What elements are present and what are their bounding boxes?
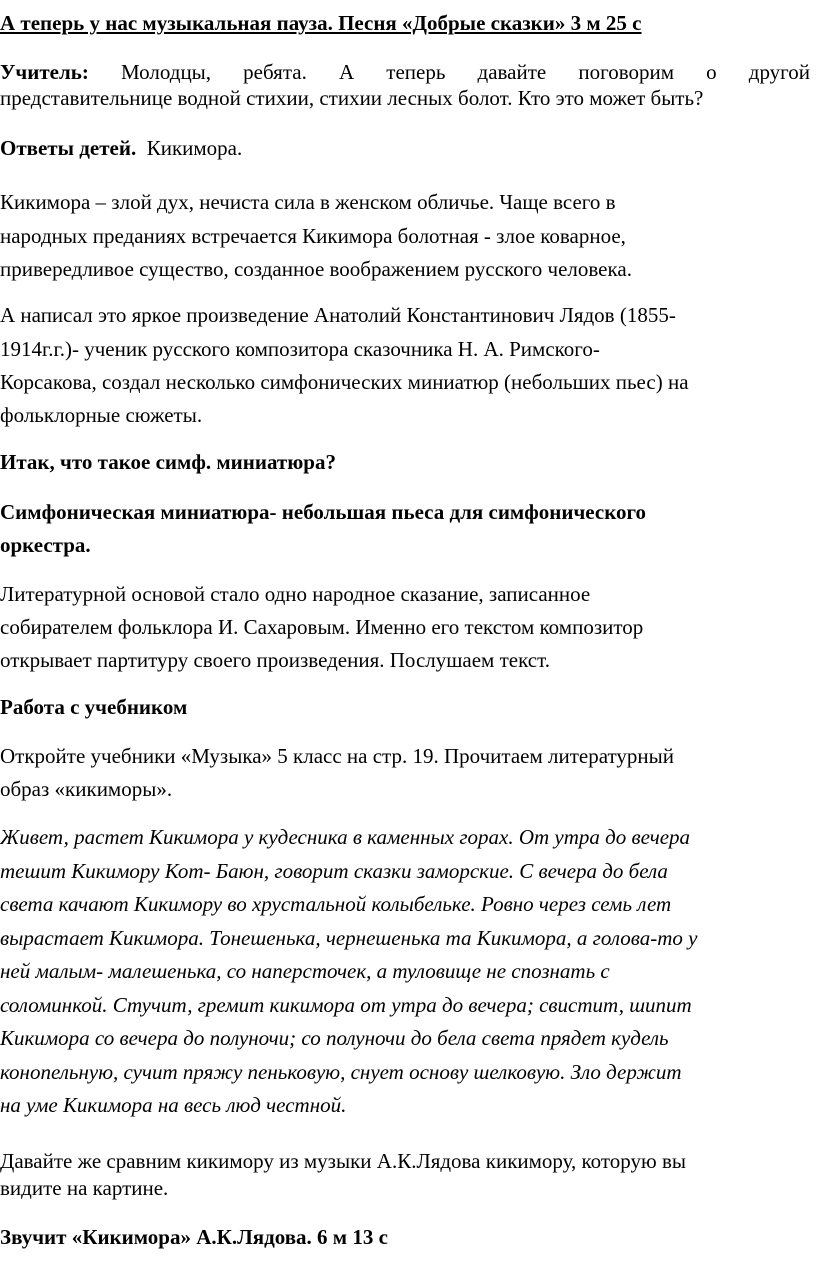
question-heading: Итак, что такое симф. миниатюра?: [0, 450, 336, 474]
pause-heading: А теперь у нас музыкальная пауза. Песня «Добрые сказки» 3 м 25 с: [0, 11, 642, 35]
tale-line-3: света качают Кикимору во хрустальной колыбельке. Ровно через семь лет: [0, 892, 672, 916]
teacher-text-1: Молодцы, ребята. А теперь давайте поговорим о другой: [121, 60, 810, 84]
answers-paragraph: [0, 135, 242, 161]
tale-line-1: Живет, растет Кикимора у кудесника в каменных горах. От утра до вечера: [0, 825, 691, 849]
answers-label: Ответы детей.: [0, 136, 137, 160]
kikimora-desc-line-2: народных преданиях встречается Кикимора болотная - злое коварное,: [0, 224, 626, 248]
compare-line-1: Давайте же сравним кикимору из музыки А.К.Лядова кикимору, которую вы: [0, 1149, 686, 1173]
literary-basis-line-1: Литературной основой стало одно народное сказание, записанное: [0, 582, 591, 606]
tale-line-4: вырастает Кикимора. Тонешенька, чернешенька та Кикимора, а голова-то у: [0, 926, 698, 950]
lyadov-line-1: А написал это яркое произведение Анатолий Константинович Лядов (1855-: [0, 303, 676, 327]
tale-line-2: тешит Кикимору Кот- Баюн, говорит сказки заморские. С вечера до бела: [0, 859, 668, 883]
lyadov-line-2: 1914г.г.)- ученик русского композитора сказочника Н. А. Римского-: [0, 337, 600, 361]
tale-line-7: Кикимора со вечера до полуночи; со полуночи до бела света прядет кудель: [0, 1026, 669, 1050]
lyadov-line-4: фольклорные сюжеты.: [0, 403, 203, 427]
teacher-paragraph-line-1: [0, 59, 810, 85]
answers-text: Кикимора.: [146, 136, 243, 160]
literary-basis-line-3: открывает партитуру своего произведения. Послушаем текст.: [0, 648, 550, 672]
definition-line-1: Симфоническая миниатюра- небольшая пьеса для симфонического: [0, 500, 647, 524]
literary-basis-line-2: собирателем фольклора И. Сахаровым. Именно его текстом композитор: [0, 615, 644, 639]
plays-heading: Звучит «Кикимора» А.К.Лядова. 6 м 13 с: [0, 1225, 388, 1249]
tale-line-6: соломинкой. Стучит, гремит кикимора от утра до вечера; свистит, шипит: [0, 993, 692, 1017]
teacher-label: Учитель:: [0, 60, 89, 84]
teacher-paragraph-line-2: представительнице водной стихии, стихии лесных болот. Кто это может быть?: [0, 86, 704, 110]
textbook-heading: Работа с учебником: [0, 695, 188, 719]
tale-line-9: на уме Кикимора на весь люд честной.: [0, 1093, 347, 1117]
tale-line-5: ней малым- малешенька, со наперсточек, а туловище не спознать с: [0, 959, 610, 983]
textbook-instruction-line-2: образ «кикиморы».: [0, 777, 173, 801]
compare-line-2: видите на картине.: [0, 1176, 169, 1200]
tale-line-8: конопельную, сучит пряжу пеньковую, снует основу шелковую. Зло держит: [0, 1060, 682, 1084]
kikimora-desc-line-1: Кикимора – злой дух, нечиста сила в женском обличье. Чаще всего в: [0, 190, 616, 214]
kikimora-desc-line-3: привередливое существо, созданное воображением русского человека.: [0, 257, 632, 281]
textbook-instruction-line-1: Откройте учебники «Музыка» 5 класс на стр. 19. Прочитаем литературный: [0, 744, 674, 768]
lyadov-line-3: Корсакова, создал несколько симфонических миниатюр (небольших пьес) на: [0, 370, 689, 394]
definition-line-2: оркестра.: [0, 533, 91, 557]
